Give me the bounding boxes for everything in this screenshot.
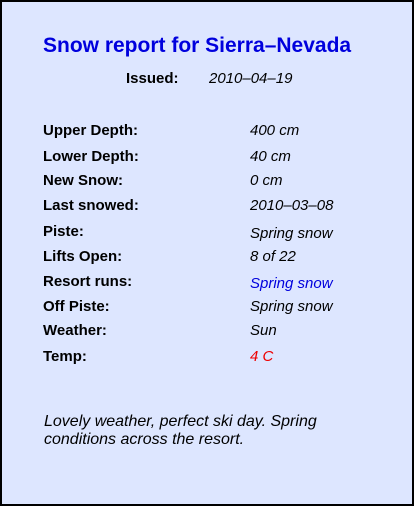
temp-value: 4 C: [250, 348, 274, 365]
row-last-snowed: [2, 197, 412, 219]
last-snowed-value: 2010–03–08: [250, 197, 334, 214]
weather-value: Sun: [250, 322, 277, 339]
upper-depth-value: 400 cm: [250, 122, 300, 139]
resort-runs-value: Spring snow: [250, 275, 333, 292]
row-piste: [2, 223, 412, 245]
row-off-piste: [2, 298, 412, 320]
report-summary: Lovely weather, perfect ski day. Spring conditions across the resort.: [44, 413, 317, 448]
issued-date: 2010–04–19: [209, 70, 293, 87]
last-snowed-label: Last snowed:: [43, 197, 139, 214]
piste-value: Spring snow: [250, 225, 333, 242]
report-title: Snow report for Sierra–Nevada: [43, 34, 352, 57]
lifts-open-label: Lifts Open:: [43, 248, 123, 265]
row-weather: [2, 322, 412, 344]
row-temp: [2, 348, 412, 370]
upper-depth-label: Upper Depth:: [43, 122, 138, 139]
off-piste-value: Spring snow: [250, 298, 333, 315]
row-resort-runs: [2, 273, 412, 295]
row-upper-depth: [2, 122, 412, 144]
temp-label: Temp:: [43, 348, 87, 365]
new-snow-value: 0 cm: [250, 172, 283, 189]
piste-label: Piste:: [43, 223, 84, 240]
new-snow-label: New Snow:: [43, 172, 124, 189]
issued-label: Issued:: [126, 70, 179, 87]
resort-runs-label: Resort runs:: [43, 273, 133, 290]
row-lifts-open: [2, 248, 412, 270]
row-new-snow: [2, 172, 412, 194]
lower-depth-label: Lower Depth:: [43, 148, 139, 165]
weather-label: Weather:: [43, 322, 107, 339]
lower-depth-value: 40 cm: [250, 148, 291, 165]
row-lower-depth: [2, 148, 412, 170]
lifts-open-value: 8 of 22: [250, 248, 296, 265]
off-piste-label: Off Piste:: [43, 298, 110, 315]
